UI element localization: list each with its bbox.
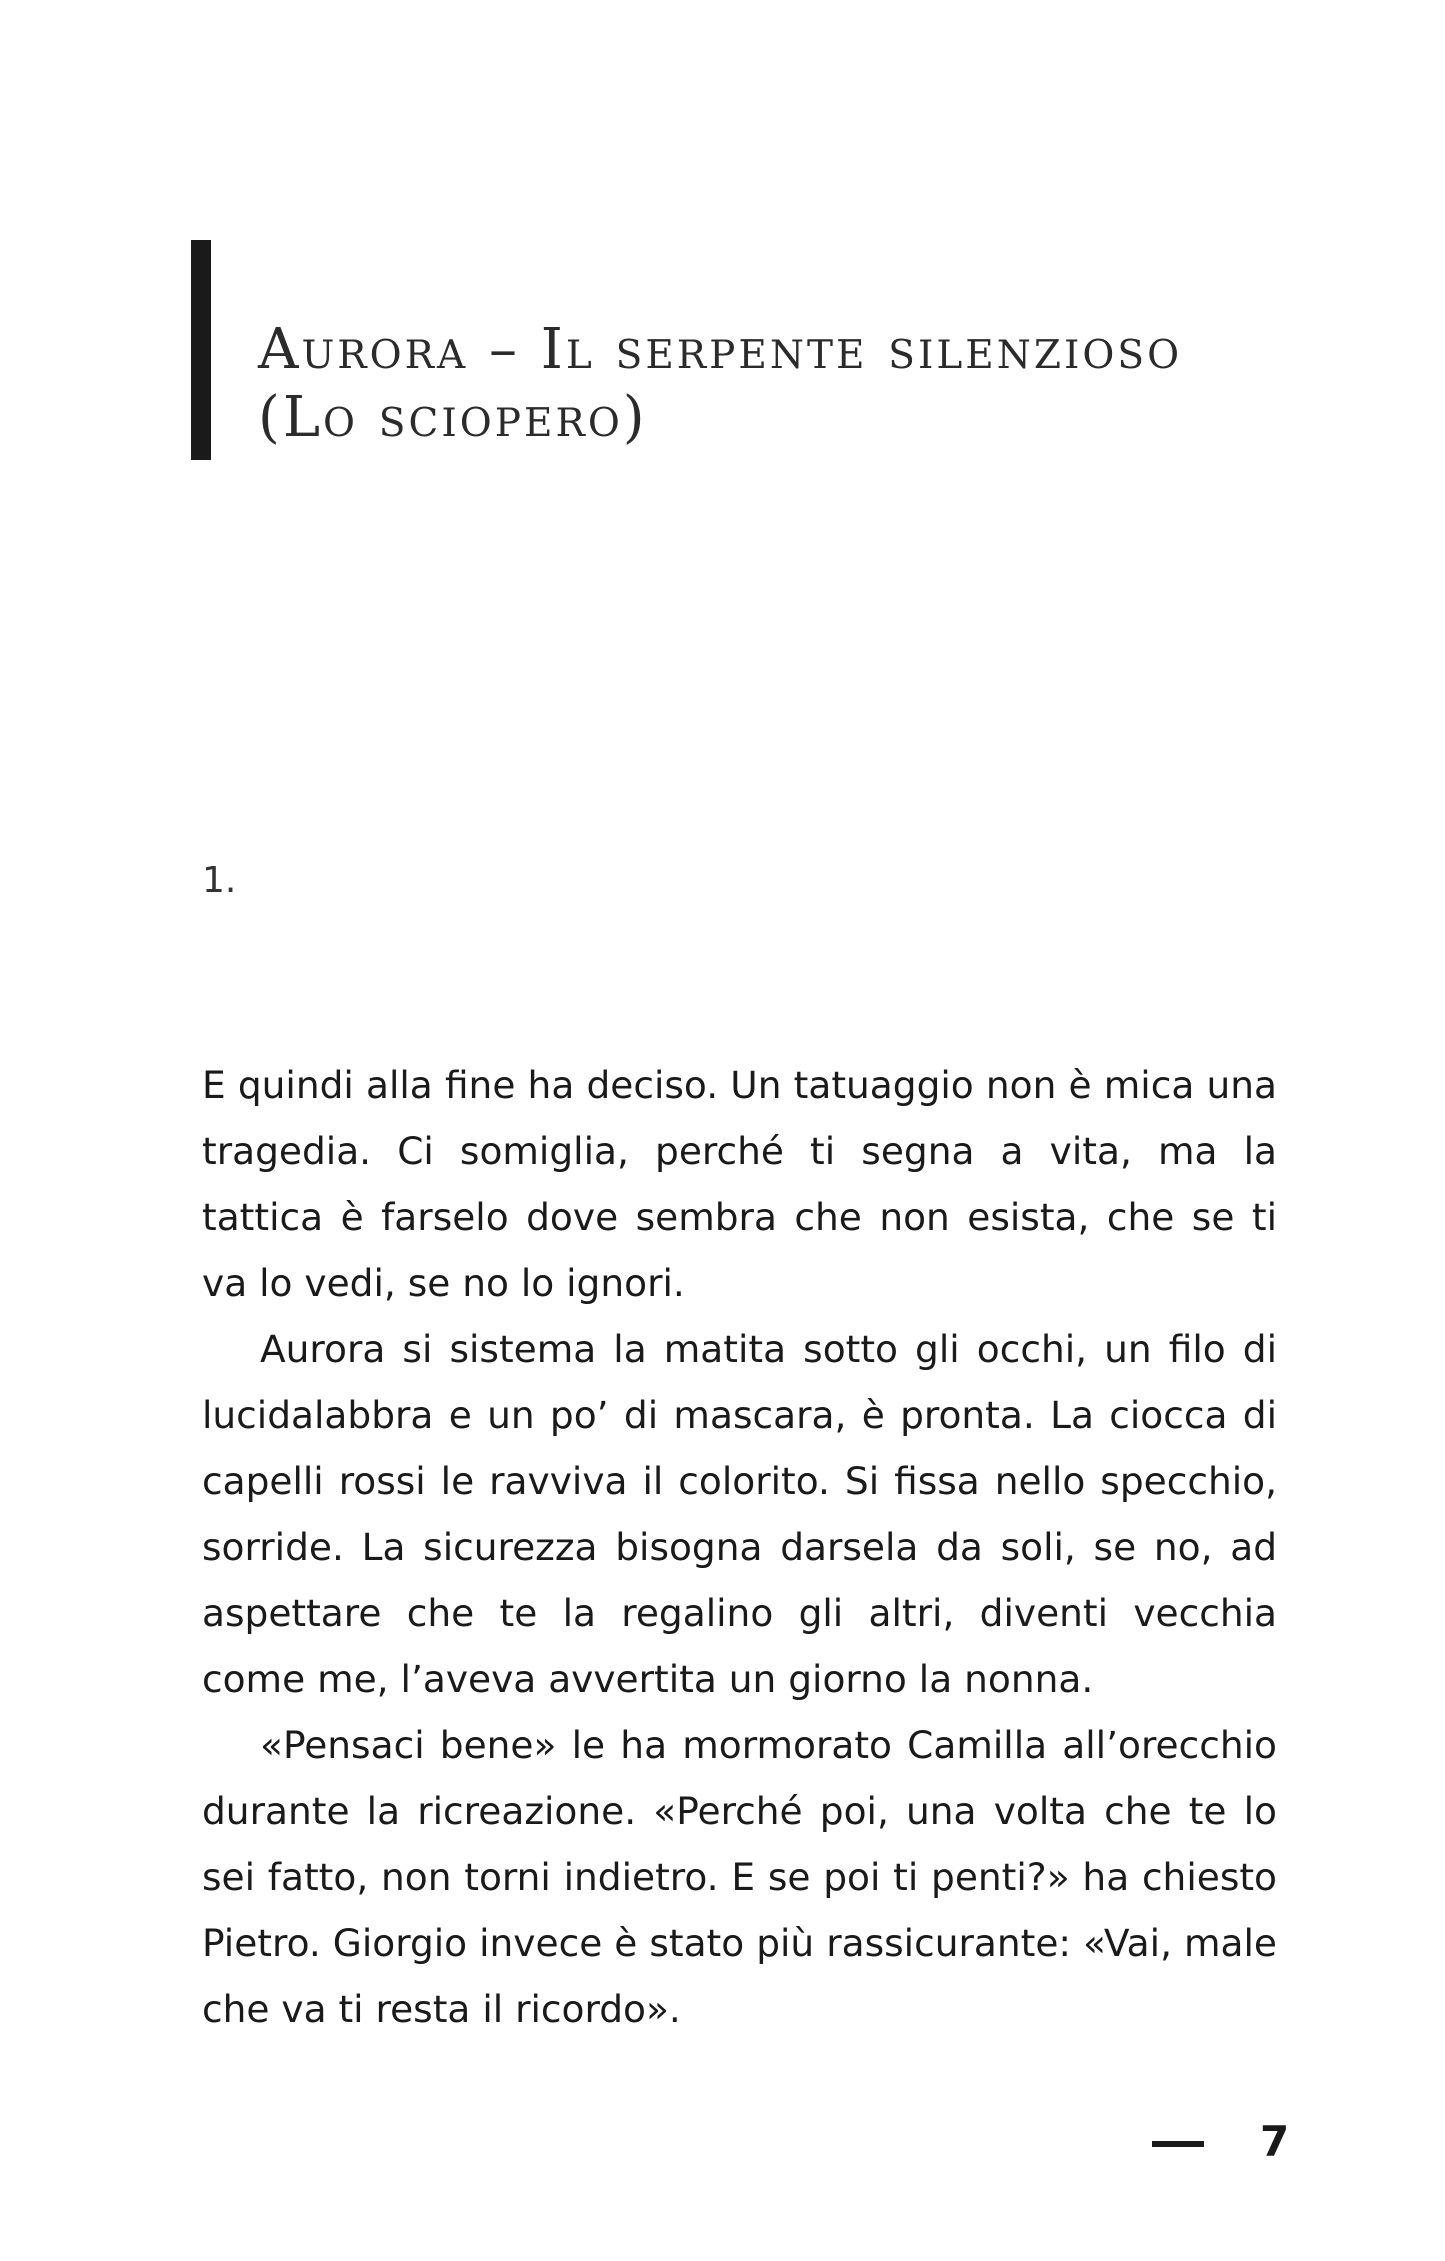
footer-dash: [1152, 2141, 1204, 2147]
chapter-marker-bar: [191, 240, 211, 460]
paragraph: E quindi alla fine ha deciso. Un tatuaggio non è mica una tragedia. Ci somiglia, perché ti segna a vita, ma la tattica è farselo dove sembra che non esista, che se ti va lo vedi, se no lo ignori.: [202, 1063, 1277, 1305]
paragraph: «Pensaci bene» le ha mormorato Camilla all’orecchio durante la ricreazione. «Perché poi, una volta che te lo sei fatto, non torni indietro. E se poi ti penti?» ha chiesto Pietro. Giorgio invece è stato più rassicurante: «Vai, male che va ti resta il ricordo».: [202, 1723, 1277, 2031]
chapter-title: Aurora – Il serpente silenzioso (Lo sciopero): [258, 317, 1183, 450]
page-number: 7: [1260, 2117, 1290, 2166]
section-number: 1.: [202, 860, 237, 901]
paragraph: Aurora si sistema la matita sotto gli occhi, un filo di lucidalabbra e un po’ di mascara, è pronta. La ciocca di capelli rossi le ravviva il colorito. Si fissa nello specchio, sorride. La sicurezza bisogna darsela da soli, se no, ad aspettare che te la regalino gli altri, diventi vecchia come me, l’aveva avvertita un giorno la nonna.: [202, 1327, 1277, 1701]
body-text: [202, 1052, 1277, 2042]
